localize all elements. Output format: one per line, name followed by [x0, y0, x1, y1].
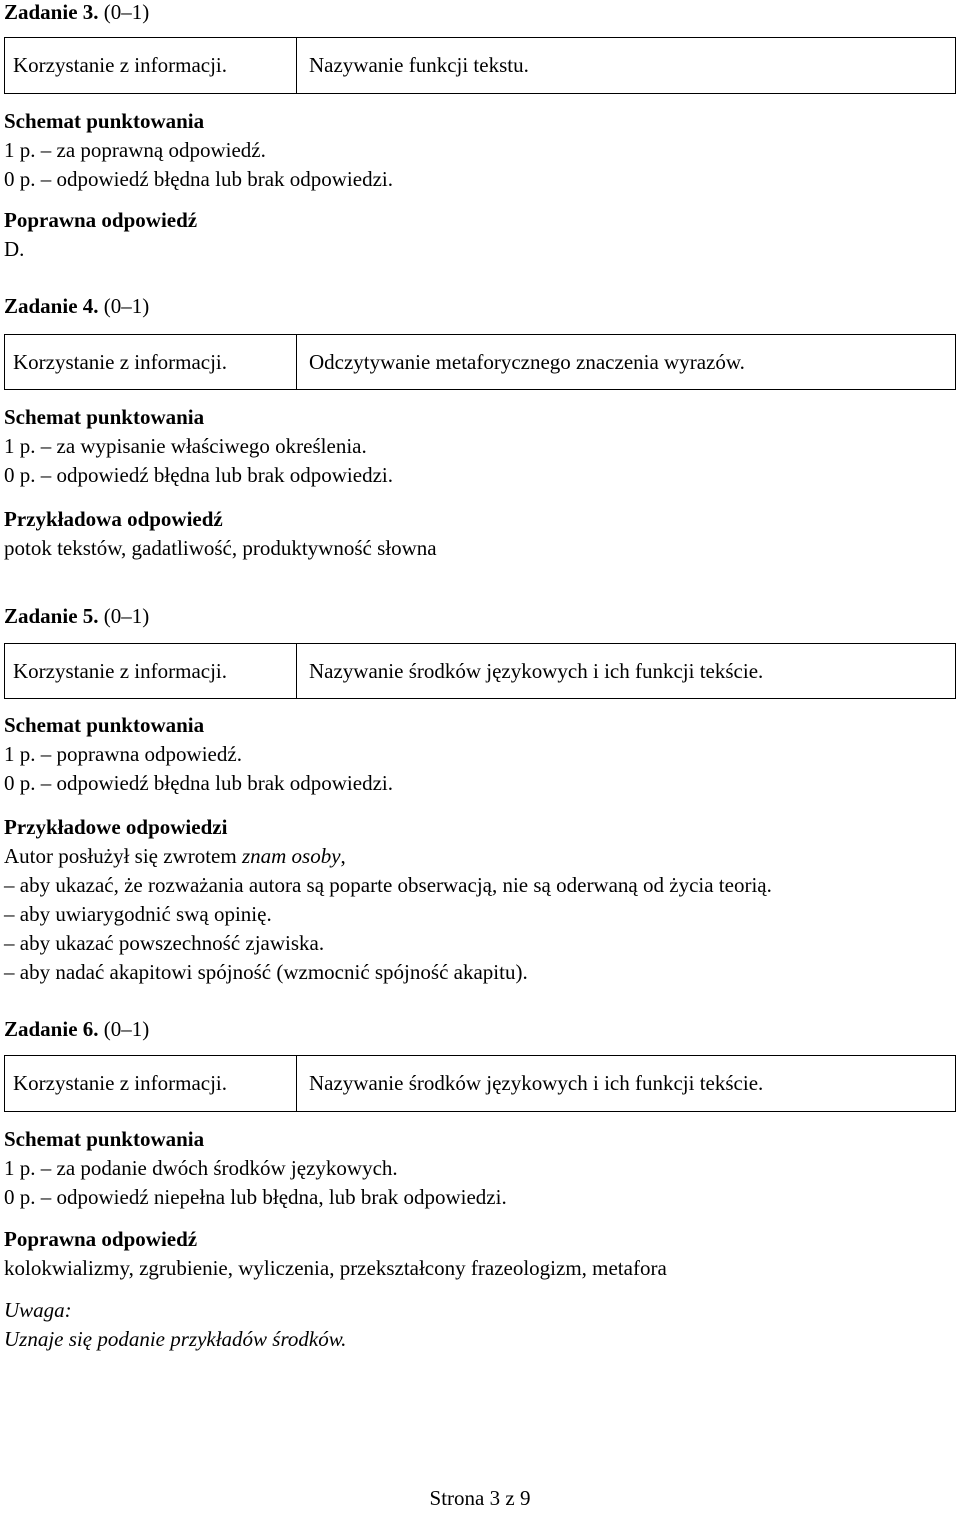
- task-6-number: Zadanie 6.: [4, 1017, 99, 1041]
- task-5-scheme-0: 0 p. – odpowiedź błędna lub brak odpowiedzi.: [4, 771, 393, 795]
- task-6-table: [4, 1055, 956, 1112]
- task-4-number: Zadanie 4.: [4, 294, 99, 318]
- task-5-answer-line-3: – aby ukazać powszechność zjawiska.: [4, 931, 325, 955]
- task-5-points: (0–1): [103, 604, 150, 628]
- task-5-table: [4, 643, 956, 699]
- task-5-requirement: Nazywanie środków językowych i ich funkcji tekście.: [309, 658, 764, 683]
- task-4-title: [4, 292, 149, 321]
- task-4-skill: Korzystanie z informacji.: [13, 349, 227, 374]
- task-5-answer-intro-end: ,: [340, 844, 346, 868]
- task-5-answer-line-2: – aby uwiarygodnić swą opinię.: [4, 902, 272, 926]
- task-5-scheme-1: 1 p. – poprawna odpowiedź.: [4, 742, 242, 766]
- task-5-answer-heading: Przykładowe odpowiedzi: [4, 815, 228, 839]
- task-6-title: [4, 1015, 149, 1044]
- task-5-scheme-heading: Schemat punktowania: [4, 713, 205, 737]
- task-4-requirement: Odczytywanie metaforycznego znaczenia wyrazów.: [309, 349, 745, 374]
- task-3-table: [4, 37, 956, 94]
- task-5-answer-line-4: – aby nadać akapitowi spójność (wzmocnić spójność akapitu).: [4, 960, 528, 984]
- task-6-skill: Korzystanie z informacji.: [13, 1071, 227, 1095]
- task-4-scheme-0: 0 p. – odpowiedź błędna lub brak odpowiedzi.: [4, 463, 393, 487]
- task-4-table: [4, 334, 956, 390]
- task-4-scheme-heading: Schemat punktowania: [4, 405, 205, 429]
- task-3-title: [4, 0, 149, 27]
- task-4-answer-heading: Przykładowa odpowiedź: [4, 507, 223, 531]
- task-3-requirement: Nazywanie funkcji tekstu.: [309, 53, 529, 77]
- task-6-points: (0–1): [103, 1017, 150, 1041]
- task-5-answer-intro-text: Autor posłużył się zwrotem: [4, 844, 242, 868]
- task-3-points: (0–1): [103, 0, 150, 24]
- task-3-scheme-heading: Schemat punktowania: [4, 109, 205, 133]
- task-6-scheme-heading: Schemat punktowania: [4, 1127, 205, 1151]
- task-5-answer-intro-quote: znam osoby: [241, 844, 341, 868]
- task-3-answer: D.: [4, 237, 25, 261]
- task-5-number: Zadanie 5.: [4, 604, 99, 628]
- task-6-note-heading: Uwaga:: [4, 1298, 72, 1322]
- task-6-scheme-1: 1 p. – za podanie dwóch środków językowych.: [4, 1156, 398, 1180]
- task-6-answer: kolokwializmy, zgrubienie, wyliczenia, przekształcony frazeologizm, metafora: [4, 1256, 667, 1280]
- task-6-scheme-0: 0 p. – odpowiedź niepełna lub błędna, lub brak odpowiedzi.: [4, 1185, 507, 1209]
- task-3-number: Zadanie 3.: [4, 0, 99, 24]
- task-6-requirement: Nazywanie środków językowych i ich funkcji tekście.: [309, 1071, 764, 1095]
- task-3-scheme-1: 1 p. – za poprawną odpowiedź.: [4, 138, 266, 162]
- task-3-answer-heading: Poprawna odpowiedź: [4, 208, 198, 232]
- task-3-scheme-0: 0 p. – odpowiedź błędna lub brak odpowiedzi.: [4, 167, 393, 191]
- task-4-answer: potok tekstów, gadatliwość, produktywność słowna: [4, 536, 437, 560]
- task-5-skill: Korzystanie z informacji.: [13, 658, 227, 683]
- task-5-title: [4, 602, 149, 631]
- task-4-points: (0–1): [103, 294, 150, 318]
- task-6-note: Uznaje się podanie przykładów środków.: [4, 1327, 347, 1351]
- task-5-answer-line-1: – aby ukazać, że rozważania autora są poparte obserwacją, nie są oderwaną od życia teorią.: [4, 873, 772, 897]
- task-5-answer-intro: [4, 842, 346, 871]
- task-6-answer-heading: Poprawna odpowiedź: [4, 1227, 198, 1251]
- task-4-scheme-1: 1 p. – za wypisanie właściwego określenia.: [4, 434, 367, 458]
- task-3-skill: Korzystanie z informacji.: [13, 53, 227, 77]
- page-footer: Strona 3 z 9: [429, 1486, 531, 1510]
